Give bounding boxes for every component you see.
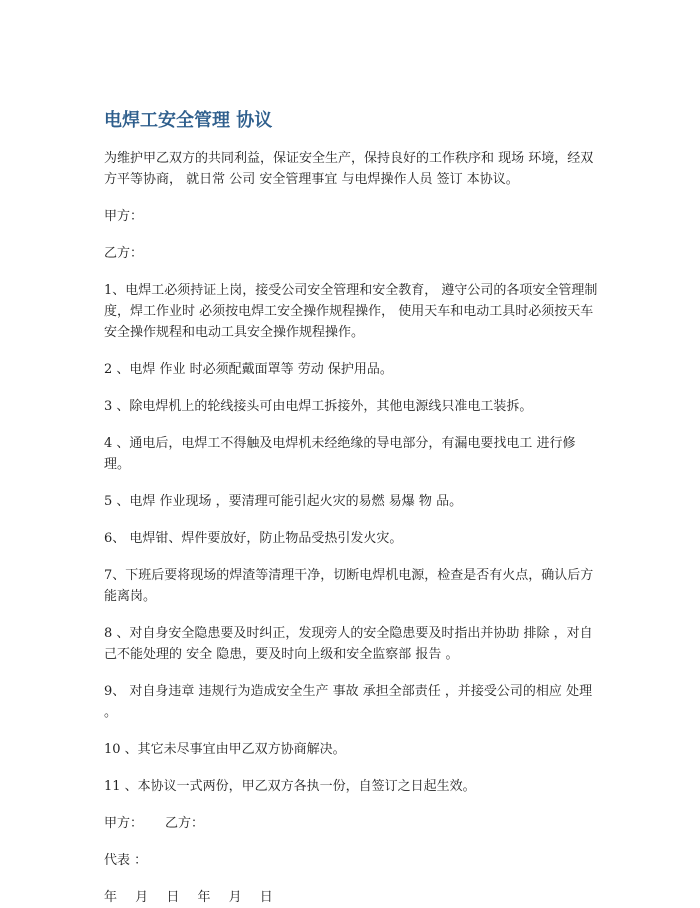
representative-label: 代表 ：: [104, 853, 148, 868]
date-day-a: 日: [166, 890, 180, 905]
date-year-b: 年: [197, 890, 211, 905]
document-title: 电焊工安全管理 协议: [104, 110, 273, 131]
clause-4: 4 、通电后，电焊工不得触及电焊机未经绝缘的导电部分，有漏电要找电工 进行修理。: [104, 436, 576, 472]
date-month-a: 月: [135, 890, 149, 905]
party-a-label: 甲方：: [104, 209, 144, 224]
sign-party-b: 乙方：: [165, 816, 205, 831]
clause-3: 3 、除电焊机上的轮线接头可由电焊工拆接外，其他电源线只准电工装拆。: [104, 399, 533, 414]
clause-8: 8 、对自身安全隐患要及时纠正，发现旁人的安全隐患要及时指出并协助 排除 ，对自己不能处理的 安全 隐患，要及时向上级和安全监察部 报告 。: [104, 626, 593, 662]
date-day-b: 日: [259, 890, 273, 905]
clause-1: 1、电焊工必须持证上岗，接受公司安全管理和安全教育， 遵守公司的各项安全管理制度，焊工作业时 必须按电焊工安全操作规程操作， 使用天车和电动工具时必须按天车安全操作规程和电动工具安全操作规程操作。: [104, 283, 598, 340]
clause-6: 6、 电焊钳、焊件要放好，防止物品受热引发火灾。: [104, 531, 403, 546]
date-year-a: 年: [104, 890, 118, 905]
clause-11: 11 、本协议一式两份，甲乙双方各执一份，自签订之日起生效。: [104, 779, 476, 794]
intro-paragraph: 为维护甲乙双方的共同利益，保证安全生产，保持良好的工作秩序和 现场 环境，经双方平等协商， 就日常 公司 安全管理事宜 与电焊操作人员 签订 本协议。: [104, 151, 594, 187]
clause-5: 5 、电焊 作业现场 ，要清理可能引起火灾的易燃 易爆 物 品。: [104, 494, 463, 509]
clause-9: 9、 对自身违章 违规行为造成安全生产 事故 承担全部责任 ，并接受公司的相应 处理 。: [104, 684, 593, 720]
signature-row: [104, 813, 600, 834]
clause-7: 7、下班后要将现场的焊渣等清理干净，切断电焊机电源，检查是否有火点，确认后方能离岗。: [104, 568, 594, 604]
clause-2: 2 、电焊 作业 时必须配戴面罩等 劳动 保护用品。: [104, 362, 393, 377]
party-b-label: 乙方：: [104, 246, 144, 261]
clause-10: 10 、其它未尽事宜由甲乙双方协商解决。: [104, 742, 346, 757]
sign-party-a: 甲方：: [104, 816, 144, 831]
date-month-b: 月: [228, 890, 242, 905]
